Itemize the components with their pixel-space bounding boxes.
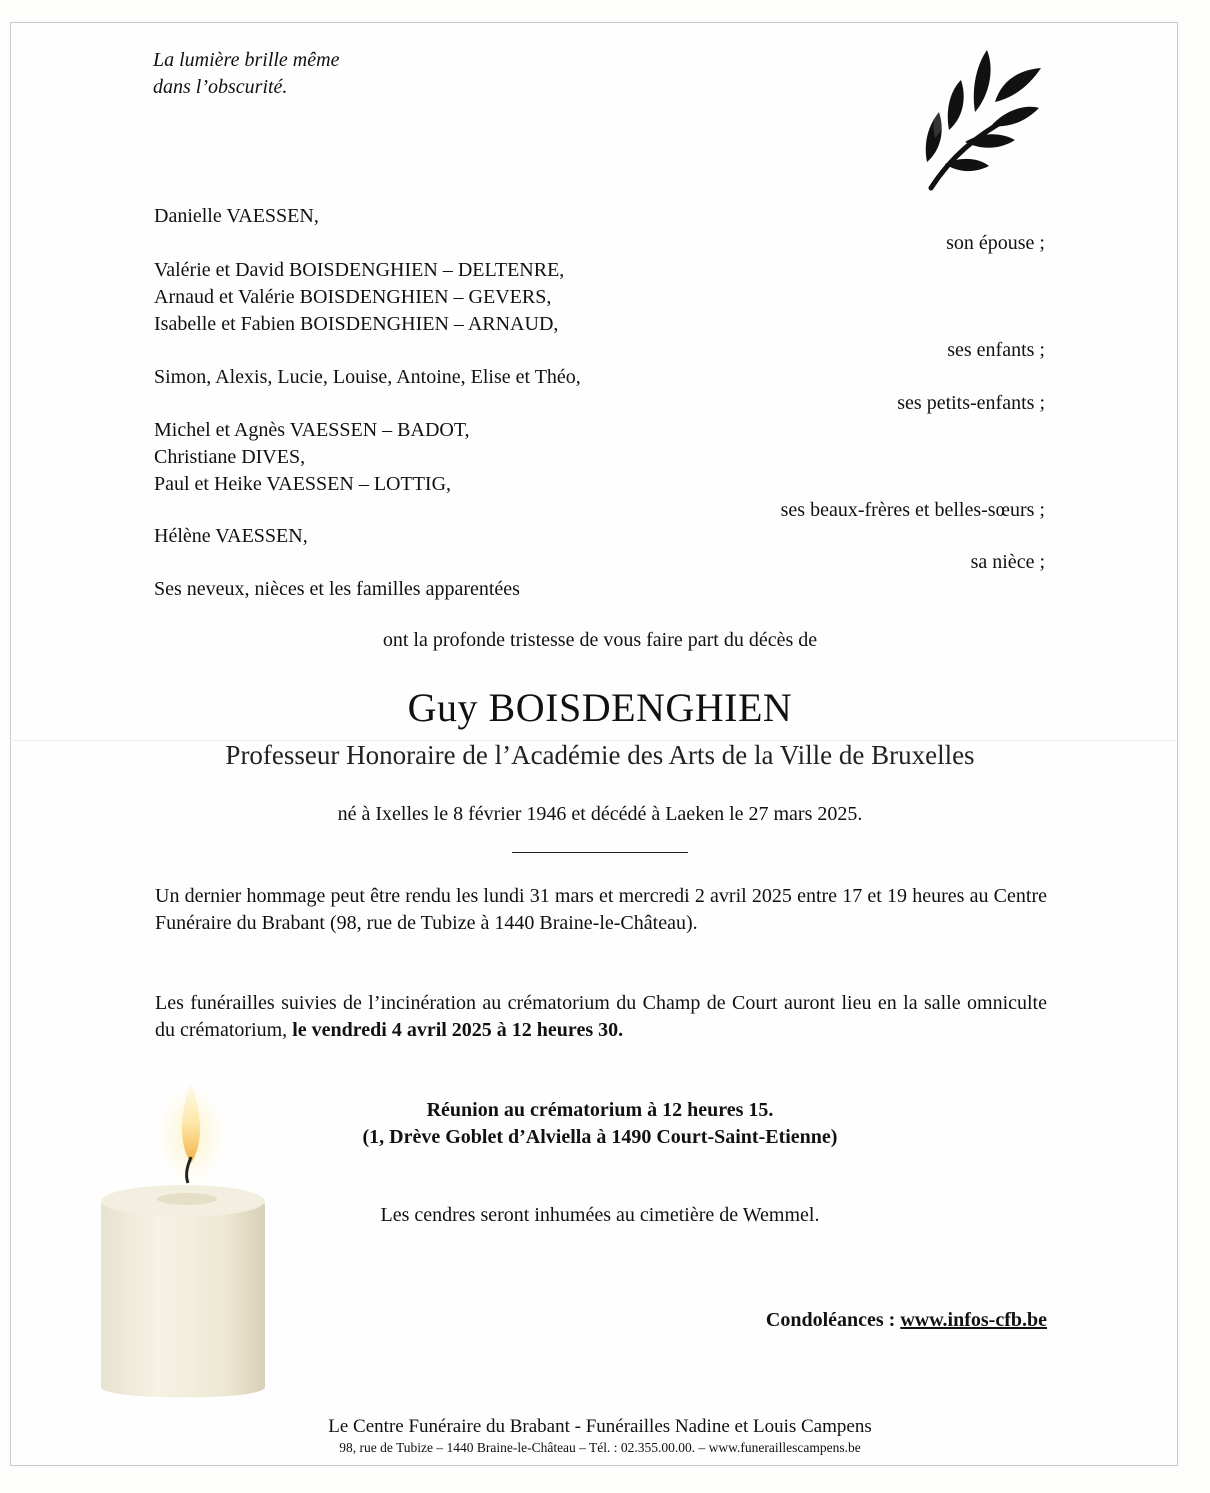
family-niece: Hélène VAESSEN, [154,525,308,547]
candle-image [95,1075,275,1405]
relation-spouse: son épouse ; [946,232,1045,254]
condolences: Condoléances : www.infos-cfb.be [765,1309,1047,1331]
footer-address: 98, rue de Tubize – 1440 Braine-le-Château – Tél. : 02.355.00.00. – www.funeraillescampens.be [339,1440,861,1455]
family-spouse: Danielle VAESSEN, [154,205,319,227]
announcement-text: ont la profonde tristesse de vous faire part du décès de [382,629,818,651]
deceased-dates: né à Ixelles le 8 février 1946 et décédé à Laeken le 27 mars 2025. [337,803,863,825]
funeral-paragraph: Les funérailles suivies de l’incinération au crématorium du Champ de Court auront lieu en la salle omniculte du crématorium, le vendredi 4 avril 2025 à 12 heures 30. [155,992,1047,1041]
olive-branch-icon [905,42,1045,194]
ashes-info: Les cendres seront inhumées au cimetière de Wemmel. [380,1204,820,1226]
family-grandchildren: Simon, Alexis, Lucie, Louise, Antoine, Elise et Théo, [154,366,581,388]
deceased-title: Professeur Honoraire de l’Académie des Arts de la Ville de Bruxelles [225,740,975,770]
meeting-info: Réunion au crématorium à 12 heures 15. (1, Drève Goblet d’Alviella à 1490 Court-Saint-Etienne) [362,1099,838,1148]
condolences-link[interactable]: www.infos-cfb.be [900,1309,1047,1331]
family-in-laws: Michel et Agnès VAESSEN – BADOT, Christiane DIVES, Paul et Heike VAESSEN – LOTTIG, [154,419,470,495]
relation-niece: sa nièce ; [970,551,1045,573]
divider [512,852,688,853]
relation-in-laws: ses beaux-frères et belles-sœurs ; [780,499,1045,521]
footer-company: Le Centre Funéraire du Brabant - Funérailles Nadine et Louis Campens [328,1416,872,1437]
relation-children: ses enfants ; [947,339,1045,361]
family-extended: Ses neveux, nièces et les familles apparentées [154,578,520,600]
relation-grandchildren: ses petits-enfants ; [897,392,1045,414]
tribute-paragraph: Un dernier hommage peut être rendu les lundi 31 mars et mercredi 2 avril 2025 entre 17 et 19 heures au Centre Funéraire du Brabant (98, rue de Tubize à 1440 Braine-le-Château). [155,885,1047,934]
deceased-name: Guy BOISDENGHIEN [407,685,793,730]
family-children: Valérie et David BOISDENGHIEN – DELTENRE, Arnaud et Valérie BOISDENGHIEN – GEVERS, Isabelle et Fabien BOISDENGHIEN – ARNAUD, [154,259,565,335]
motto: La lumière brille même dans l’obscurité. [153,49,340,98]
